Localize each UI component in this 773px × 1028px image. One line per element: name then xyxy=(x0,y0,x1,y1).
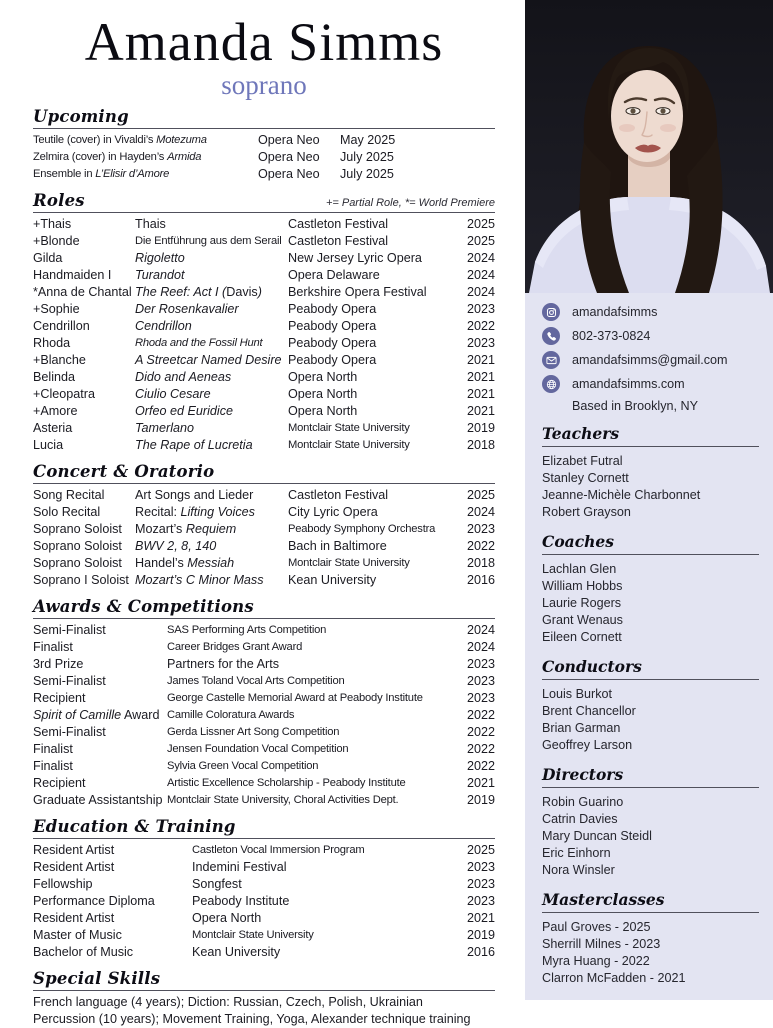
table-cell: Soprano Soloist xyxy=(33,539,122,553)
table-cell: +Thais xyxy=(33,217,72,231)
email-address: amandafsimms@gmail.com xyxy=(572,353,728,367)
group-title: Teachers xyxy=(542,425,759,447)
section-title: Roles xyxy=(33,191,85,210)
group-coaches xyxy=(542,533,759,646)
group-conductors xyxy=(542,658,759,754)
phone-icon xyxy=(542,327,560,345)
table-cell: Spirit of Camille Award xyxy=(33,708,160,722)
table-cell: +Sophie xyxy=(33,302,80,316)
table-row xyxy=(33,555,495,572)
table-cell: Solo Recital xyxy=(33,505,101,519)
phone-number: 802-373-0824 xyxy=(572,329,651,343)
table-cell: Gilda xyxy=(33,251,63,265)
table-row xyxy=(33,352,495,369)
table-cell: Recipient xyxy=(33,691,86,705)
website-url: amandafsimms.com xyxy=(572,377,685,391)
voice-type-subtitle: soprano xyxy=(221,70,307,100)
contact-phone xyxy=(542,327,759,345)
table-cell: 2022 xyxy=(466,725,495,739)
table-cell: 2025 xyxy=(466,234,495,248)
table-cell: Bach in Baltimore xyxy=(288,539,387,553)
table-cell: Opera North xyxy=(192,911,262,925)
teachers-list xyxy=(542,453,759,521)
table-row xyxy=(33,504,495,521)
table-cell: Camille Coloratura Awards xyxy=(167,709,295,721)
table-cell: Opera Neo xyxy=(258,133,320,147)
table-cell: Kean University xyxy=(192,945,281,959)
headshot-photo xyxy=(525,0,773,293)
coaches-list xyxy=(542,561,759,646)
table-row xyxy=(33,622,495,639)
sidebar-content xyxy=(525,293,773,987)
table-cell: July 2025 xyxy=(340,150,394,164)
section-upcoming xyxy=(33,107,495,183)
table-cell: Ensemble in L’Elisir d’Amore xyxy=(33,168,170,180)
contact-email xyxy=(542,351,759,369)
table-row xyxy=(33,335,495,352)
list-item: Clarron McFadden - 2021 xyxy=(542,971,686,985)
section-roles xyxy=(33,191,495,454)
table-cell: Montclair State University xyxy=(192,929,314,941)
table-cell: 2024 xyxy=(466,251,495,265)
sidebar xyxy=(525,0,773,1000)
list-item: William Hobbs xyxy=(542,579,623,593)
table-cell: Opera North xyxy=(288,370,358,384)
table-cell: Castleton Festival xyxy=(288,217,389,231)
table-row xyxy=(33,132,495,149)
table-cell: 2021 xyxy=(466,404,495,418)
table-row xyxy=(33,386,495,403)
contact-instagram xyxy=(542,303,759,321)
table-row xyxy=(33,842,495,859)
table-cell: Cendrillon xyxy=(135,319,192,333)
section-title: Awards & Competitions xyxy=(33,597,254,616)
table-cell: Peabody Opera xyxy=(288,319,377,333)
table-cell: Career Bridges Grant Award xyxy=(167,641,303,653)
table-cell: Castleton Vocal Immersion Program xyxy=(192,844,365,856)
table-cell: Finalist xyxy=(33,759,73,773)
table-cell: Mozart’s Requiem xyxy=(135,522,237,536)
table-cell: +Amore xyxy=(33,404,78,418)
upcoming-table xyxy=(33,132,495,183)
table-row xyxy=(33,927,495,944)
table-cell: French language (4 years); Diction: Russian, Czech, Polish, Ukrainian xyxy=(33,995,423,1009)
table-cell: 2025 xyxy=(466,488,495,502)
table-cell: George Castelle Memorial Award at Peabody Institute xyxy=(167,692,423,704)
table-cell: 2024 xyxy=(466,285,495,299)
group-title: Directors xyxy=(542,766,759,788)
table-cell: 2023 xyxy=(466,877,495,891)
table-cell: The Rape of Lucretia xyxy=(135,438,253,452)
table-cell: 2023 xyxy=(466,860,495,874)
table-cell: Soprano Soloist xyxy=(33,556,122,570)
table-cell: Master of Music xyxy=(33,928,122,942)
table-cell: Teutile (cover) in Vivaldi’s Motezuma xyxy=(33,134,207,146)
list-item: Louis Burkot xyxy=(542,687,613,701)
section-special-skills xyxy=(33,969,495,1028)
skills-list xyxy=(33,994,495,1028)
table-row xyxy=(33,758,495,775)
table-row xyxy=(33,893,495,910)
table-cell: Rhoda and the Fossil Hunt xyxy=(135,337,263,349)
concert-table xyxy=(33,487,495,589)
table-cell: Handmaiden I xyxy=(33,268,112,282)
table-cell: 2022 xyxy=(466,319,495,333)
list-item: Mary Duncan Steidl xyxy=(542,829,652,843)
table-cell: 2021 xyxy=(466,353,495,367)
education-table xyxy=(33,842,495,961)
table-cell: Soprano Soloist xyxy=(33,522,122,536)
roles-table xyxy=(33,216,495,454)
table-cell: Der Rosenkavalier xyxy=(135,302,239,316)
main-column xyxy=(33,0,495,1028)
table-cell: 2023 xyxy=(466,302,495,316)
table-cell: Zelmira (cover) in Hayden’s Armida xyxy=(33,151,202,163)
list-item: Brent Chancellor xyxy=(542,704,636,718)
table-cell: 2023 xyxy=(466,522,495,536)
table-row xyxy=(33,741,495,758)
table-cell: 2024 xyxy=(466,640,495,654)
table-row xyxy=(33,437,495,454)
conductors-list xyxy=(542,686,759,754)
table-row xyxy=(33,656,495,673)
table-cell: Indemini Festival xyxy=(192,860,287,874)
list-item: Sherrill Milnes - 2023 xyxy=(542,937,661,951)
table-cell: Sylvia Green Vocal Competition xyxy=(167,760,319,772)
table-cell: James Toland Vocal Arts Competition xyxy=(167,675,345,687)
table-cell: +Blonde xyxy=(33,234,80,248)
table-cell: 2023 xyxy=(466,657,495,671)
list-item: Stanley Cornett xyxy=(542,471,629,485)
table-cell: Berkshire Opera Festival xyxy=(288,285,427,299)
table-cell: Montclair State University xyxy=(288,439,410,451)
table-cell: Semi-Finalist xyxy=(33,674,106,688)
table-cell: July 2025 xyxy=(340,167,394,181)
section-concert-oratorio xyxy=(33,462,495,589)
table-cell: Opera North xyxy=(288,387,358,401)
table-cell: Belinda xyxy=(33,370,76,384)
group-title: Masterclasses xyxy=(542,891,759,913)
table-row xyxy=(33,301,495,318)
table-cell: Gerda Lissner Art Song Competition xyxy=(167,726,340,738)
table-cell: Graduate Assistantship xyxy=(33,793,163,807)
email-icon xyxy=(542,351,560,369)
instagram-icon xyxy=(542,303,560,321)
table-cell: 2021 xyxy=(466,387,495,401)
table-cell: 2023 xyxy=(466,674,495,688)
awards-table xyxy=(33,622,495,809)
table-row xyxy=(33,859,495,876)
table-row xyxy=(33,420,495,437)
table-cell: Partners for the Arts xyxy=(167,657,279,671)
table-cell: Jensen Foundation Vocal Competition xyxy=(167,743,349,755)
table-cell: Thais xyxy=(135,217,166,231)
table-cell: Fellowship xyxy=(33,877,93,891)
table-cell: 2024 xyxy=(466,268,495,282)
table-cell: 2019 xyxy=(466,421,495,435)
table-cell: Handel’s Messiah xyxy=(135,556,235,570)
table-cell: Montclair State University, Choral Activities Dept. xyxy=(167,794,399,806)
table-cell: 2025 xyxy=(466,843,495,857)
masterclasses-list xyxy=(542,919,759,987)
section-title: Education & Training xyxy=(33,817,236,836)
table-row xyxy=(33,994,495,1011)
table-cell: Finalist xyxy=(33,742,73,756)
list-item: Eileen Cornett xyxy=(542,630,622,644)
list-item: Jeanne-Michèle Charbonnet xyxy=(542,488,701,502)
table-cell: Peabody Institute xyxy=(192,894,290,908)
table-cell: Castleton Festival xyxy=(288,234,389,248)
group-title: Coaches xyxy=(542,533,759,555)
table-cell: 2025 xyxy=(466,217,495,231)
table-cell: 2018 xyxy=(466,556,495,570)
table-cell: +Blanche xyxy=(33,353,86,367)
table-cell: Semi-Finalist xyxy=(33,623,106,637)
list-item: Robin Guarino xyxy=(542,795,624,809)
table-row xyxy=(33,910,495,927)
table-row xyxy=(33,639,495,656)
table-row xyxy=(33,233,495,250)
section-awards-competitions xyxy=(33,597,495,809)
table-row xyxy=(33,690,495,707)
table-cell: Recital: Lifting Voices xyxy=(135,505,255,519)
table-cell: City Lyric Opera xyxy=(288,505,378,519)
table-cell: 2023 xyxy=(466,691,495,705)
table-cell: Finalist xyxy=(33,640,73,654)
section-header xyxy=(33,107,495,129)
section-title: Upcoming xyxy=(33,107,129,126)
table-cell: Resident Artist xyxy=(33,843,115,857)
table-cell: Recipient xyxy=(33,776,86,790)
list-item: Lachlan Glen xyxy=(542,562,617,576)
table-cell: 2022 xyxy=(466,759,495,773)
table-cell: 2021 xyxy=(466,370,495,384)
table-row xyxy=(33,369,495,386)
table-cell: 2022 xyxy=(466,539,495,553)
table-cell: 2023 xyxy=(466,894,495,908)
table-cell: Mozart’s C Minor Mass xyxy=(135,573,264,587)
table-cell: Ciulio Cesare xyxy=(135,387,211,401)
table-cell: Performance Diploma xyxy=(33,894,155,908)
list-item: Nora Winsler xyxy=(542,863,615,877)
group-teachers xyxy=(542,425,759,521)
table-cell: Dido and Aeneas xyxy=(135,370,232,384)
list-item: Elizabet Futral xyxy=(542,454,623,468)
table-cell: 2023 xyxy=(466,336,495,350)
table-cell: Peabody Symphony Orchestra xyxy=(288,523,436,535)
table-row xyxy=(33,944,495,961)
table-cell: Asteria xyxy=(33,421,73,435)
table-cell: Opera Neo xyxy=(258,167,320,181)
section-header xyxy=(33,817,495,839)
list-item: Geoffrey Larson xyxy=(542,738,633,752)
group-masterclasses xyxy=(542,891,759,987)
table-cell: 2018 xyxy=(466,438,495,452)
section-education-training xyxy=(33,817,495,961)
table-cell: Tamerlano xyxy=(135,421,195,435)
table-cell: Peabody Opera xyxy=(288,302,377,316)
table-row xyxy=(33,318,495,335)
table-cell: 2021 xyxy=(466,776,495,790)
table-cell: Soprano I Soloist xyxy=(33,573,129,587)
table-cell: 2016 xyxy=(466,573,495,587)
table-cell: Die Entführung aus dem Serail xyxy=(135,235,282,247)
table-cell: Opera North xyxy=(288,404,358,418)
table-cell: Orfeo ed Euridice xyxy=(135,404,234,418)
section-title: Special Skills xyxy=(33,969,161,988)
table-cell: 2024 xyxy=(466,505,495,519)
group-title: Conductors xyxy=(542,658,759,680)
table-cell: Resident Artist xyxy=(33,911,115,925)
table-cell: Opera Delaware xyxy=(288,268,380,282)
table-cell: Resident Artist xyxy=(33,860,115,874)
table-cell: Song Recital xyxy=(33,488,105,502)
table-cell: 2019 xyxy=(466,793,495,807)
table-cell: The Reef: Act I (Davis) xyxy=(135,285,262,299)
section-header xyxy=(33,969,495,991)
table-row xyxy=(33,1011,495,1028)
table-row xyxy=(33,876,495,893)
table-cell: Semi-Finalist xyxy=(33,725,106,739)
table-cell: *Anna de Chantal xyxy=(33,285,132,299)
table-cell: 2019 xyxy=(466,928,495,942)
directors-list xyxy=(542,794,759,879)
table-cell: BWV 2, 8, 140 xyxy=(135,539,217,553)
table-cell: Artistic Excellence Scholarship - Peabody Institute xyxy=(167,777,406,789)
table-cell: New Jersey Lyric Opera xyxy=(288,251,422,265)
table-row xyxy=(33,284,495,301)
table-row xyxy=(33,487,495,504)
globe-icon xyxy=(542,375,560,393)
roles-legend: += Partial Role, *= World Premiere xyxy=(325,197,495,209)
list-item: Laurie Rogers xyxy=(542,596,622,610)
table-row xyxy=(33,521,495,538)
table-row xyxy=(33,673,495,690)
table-row xyxy=(33,250,495,267)
table-row xyxy=(33,572,495,589)
table-cell: 2016 xyxy=(466,945,495,959)
table-cell: A Streetcar Named Desire xyxy=(135,353,282,367)
location-text: Based in Brooklyn, NY xyxy=(572,399,698,413)
table-cell: 2022 xyxy=(466,742,495,756)
list-item: Brian Garman xyxy=(542,721,621,735)
list-item: Myra Huang - 2022 xyxy=(542,954,650,968)
list-item: Robert Grayson xyxy=(542,505,631,519)
table-cell: Rhoda xyxy=(33,336,71,350)
table-cell: Opera Neo xyxy=(258,150,320,164)
list-item: Grant Wenaus xyxy=(542,613,623,627)
table-cell: Art Songs and Lieder xyxy=(135,488,254,502)
table-cell: Rigoletto xyxy=(135,251,185,265)
instagram-handle: amandafsimms xyxy=(572,305,658,319)
table-cell: Peabody Opera xyxy=(288,336,377,350)
table-row xyxy=(33,538,495,555)
table-cell: 2022 xyxy=(466,708,495,722)
table-cell: May 2025 xyxy=(340,133,396,147)
table-cell: 2021 xyxy=(466,911,495,925)
table-cell: Montclair State University xyxy=(288,422,410,434)
table-cell: Songfest xyxy=(192,877,242,891)
table-row xyxy=(33,792,495,809)
section-header xyxy=(33,191,495,213)
page-title: Amanda Simms xyxy=(84,12,444,72)
list-item: Catrin Davies xyxy=(542,812,618,826)
table-row xyxy=(33,216,495,233)
table-cell: Peabody Opera xyxy=(288,353,377,367)
list-item: Eric Einhorn xyxy=(542,846,611,860)
table-cell: Turandot xyxy=(135,268,185,282)
table-row xyxy=(33,775,495,792)
section-title: Concert & Oratorio xyxy=(33,462,215,481)
table-cell: Cendrillon xyxy=(33,319,90,333)
table-cell: Bachelor of Music xyxy=(33,945,134,959)
table-row xyxy=(33,267,495,284)
table-cell: SAS Performing Arts Competition xyxy=(167,624,327,636)
table-row xyxy=(33,403,495,420)
section-header xyxy=(33,597,495,619)
table-row xyxy=(33,707,495,724)
table-cell: Castleton Festival xyxy=(288,488,389,502)
list-item: Paul Groves - 2025 xyxy=(542,920,651,934)
table-cell: Montclair State University xyxy=(288,557,410,569)
table-row xyxy=(33,149,495,166)
table-cell: 3rd Prize xyxy=(33,657,84,671)
table-row xyxy=(33,166,495,183)
section-header xyxy=(33,462,495,484)
table-cell: +Cleopatra xyxy=(33,387,95,401)
table-cell: Lucia xyxy=(33,438,64,452)
table-cell: Kean University xyxy=(288,573,377,587)
table-cell: Percussion (10 years); Movement Training, Yoga, Alexander technique training xyxy=(33,1012,471,1026)
contact-website xyxy=(542,375,759,393)
table-cell: 2024 xyxy=(466,623,495,637)
table-row xyxy=(33,724,495,741)
group-directors xyxy=(542,766,759,879)
